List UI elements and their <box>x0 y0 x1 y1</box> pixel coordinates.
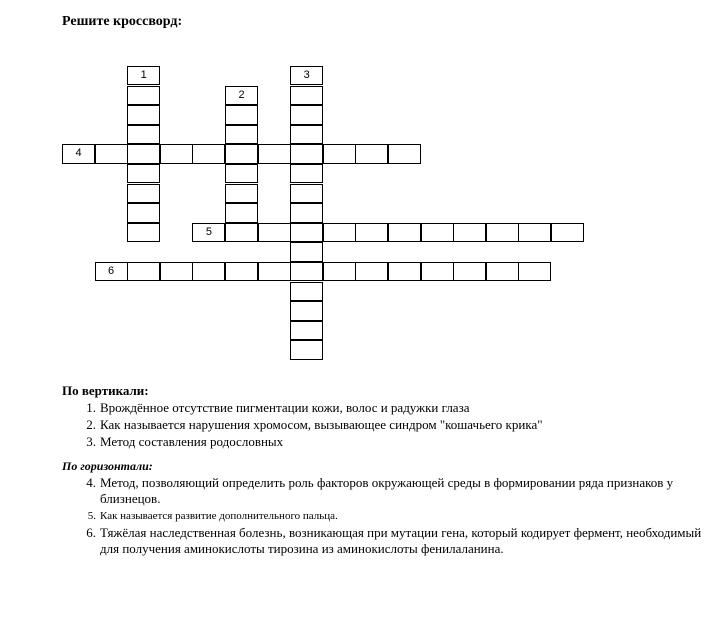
crossword-cell[interactable] <box>127 262 160 281</box>
numbered-cell[interactable] <box>127 66 160 85</box>
crossword-cell[interactable] <box>225 144 258 163</box>
clue-item <box>62 400 702 416</box>
crossword-cell[interactable] <box>225 262 258 281</box>
crossword-cell[interactable] <box>160 262 193 281</box>
crossword-cell[interactable] <box>290 203 323 222</box>
crossword-cell[interactable] <box>486 223 519 242</box>
vertical-clue-list <box>62 400 702 450</box>
crossword-cell[interactable] <box>127 144 160 163</box>
crossword-cell[interactable] <box>421 223 454 242</box>
crossword-cell[interactable] <box>323 144 356 163</box>
crossword-cell[interactable] <box>388 144 421 163</box>
crossword-cell[interactable] <box>323 262 356 281</box>
crossword-cell[interactable] <box>290 144 323 163</box>
crossword-cell[interactable] <box>355 223 388 242</box>
clue-text: Метод составления родословных <box>100 434 284 449</box>
crossword-cell[interactable] <box>225 223 258 242</box>
crossword-cell[interactable] <box>290 340 323 359</box>
crossword-cell[interactable] <box>518 223 551 242</box>
clue-item <box>62 417 702 433</box>
cell-number: 1 <box>140 69 147 81</box>
crossword-cell[interactable] <box>225 164 258 183</box>
crossword-cell[interactable] <box>127 184 160 203</box>
clue-number: 2. <box>86 417 96 432</box>
numbered-cell[interactable] <box>95 262 128 281</box>
crossword-cell[interactable] <box>258 223 291 242</box>
crossword-cell[interactable] <box>290 242 323 261</box>
crossword-cell[interactable] <box>421 262 454 281</box>
crossword-cell[interactable] <box>225 203 258 222</box>
cell-number: 4 <box>75 147 82 160</box>
clue-number: 4. <box>86 475 96 490</box>
crossword-cell[interactable] <box>127 86 160 105</box>
crossword-cell[interactable] <box>225 105 258 124</box>
crossword-cell[interactable] <box>323 223 356 242</box>
crossword-cell[interactable] <box>290 301 323 320</box>
crossword-cell[interactable] <box>192 144 225 163</box>
clue-item <box>62 434 702 450</box>
crossword-cell[interactable] <box>290 125 323 144</box>
clue-item <box>62 508 702 524</box>
cell-number: 2 <box>238 88 245 101</box>
crossword-cell[interactable] <box>290 321 323 340</box>
clues-section <box>62 383 702 558</box>
clue-text: Тяжёлая наследственная болезнь, возникающая при мутации гена, который кодирует фермент, необходимый для получения аминокислоты тирозина из аминокислоты фенилаланина. <box>100 525 702 556</box>
cell-number: 3 <box>303 69 310 81</box>
numbered-cell[interactable] <box>62 144 95 163</box>
crossword-cell[interactable] <box>453 262 486 281</box>
crossword-cell[interactable] <box>127 105 160 124</box>
crossword-cell[interactable] <box>290 282 323 301</box>
clue-number: 3. <box>86 434 96 449</box>
crossword-cell[interactable] <box>388 223 421 242</box>
clue-text: Метод, позволяющий определить роль факторов окружающей среды в формировании ряда признаков у близнецов. <box>100 475 674 506</box>
crossword-cell[interactable] <box>290 86 323 105</box>
numbered-cell[interactable] <box>225 86 258 105</box>
clue-text: Как называется развитие дополнительного пальца. <box>100 510 338 522</box>
crossword-cell[interactable] <box>290 164 323 183</box>
crossword-cell[interactable] <box>127 164 160 183</box>
horizontal-clue-list <box>62 475 702 557</box>
crossword-cell[interactable] <box>486 262 519 281</box>
crossword-cell[interactable] <box>290 223 323 242</box>
crossword-cell[interactable] <box>258 262 291 281</box>
clue-text: Как называется нарушения хромосом, вызывающее синдром "кошачьего крика" <box>100 417 543 432</box>
crossword-cell[interactable] <box>518 262 551 281</box>
horizontal-heading: По горизонтали: <box>62 459 153 473</box>
crossword-cell[interactable] <box>388 262 421 281</box>
crossword-cell[interactable] <box>160 144 193 163</box>
numbered-cell[interactable] <box>290 66 323 85</box>
crossword-cell[interactable] <box>355 262 388 281</box>
crossword-cell[interactable] <box>290 262 323 281</box>
clue-number: 6. <box>86 525 96 540</box>
crossword-cell[interactable] <box>225 184 258 203</box>
crossword-cell[interactable] <box>95 144 128 163</box>
crossword-cell[interactable] <box>355 144 388 163</box>
clue-number: 1. <box>86 400 96 415</box>
cell-number: 6 <box>108 265 115 277</box>
crossword-cell[interactable] <box>290 184 323 203</box>
page-title: Решите кроссворд: <box>62 14 183 29</box>
clue-number: 5. <box>87 510 96 522</box>
crossword-cell[interactable] <box>290 105 323 124</box>
numbered-cell[interactable] <box>192 223 225 242</box>
cell-number: 5 <box>205 225 212 238</box>
crossword-cell[interactable] <box>453 223 486 242</box>
clue-text: Врождённое отсутствие пигментации кожи, волос и радужки глаза <box>100 400 470 415</box>
clue-item <box>62 525 702 557</box>
crossword-cell[interactable] <box>225 125 258 144</box>
crossword-cell[interactable] <box>258 144 291 163</box>
crossword-cell[interactable] <box>127 203 160 222</box>
crossword-cell[interactable] <box>551 223 584 242</box>
clue-item <box>62 475 702 507</box>
crossword-cell[interactable] <box>127 125 160 144</box>
vertical-heading: По вертикали: <box>62 383 149 398</box>
crossword-cell[interactable] <box>127 223 160 242</box>
crossword-cell[interactable] <box>192 262 225 281</box>
